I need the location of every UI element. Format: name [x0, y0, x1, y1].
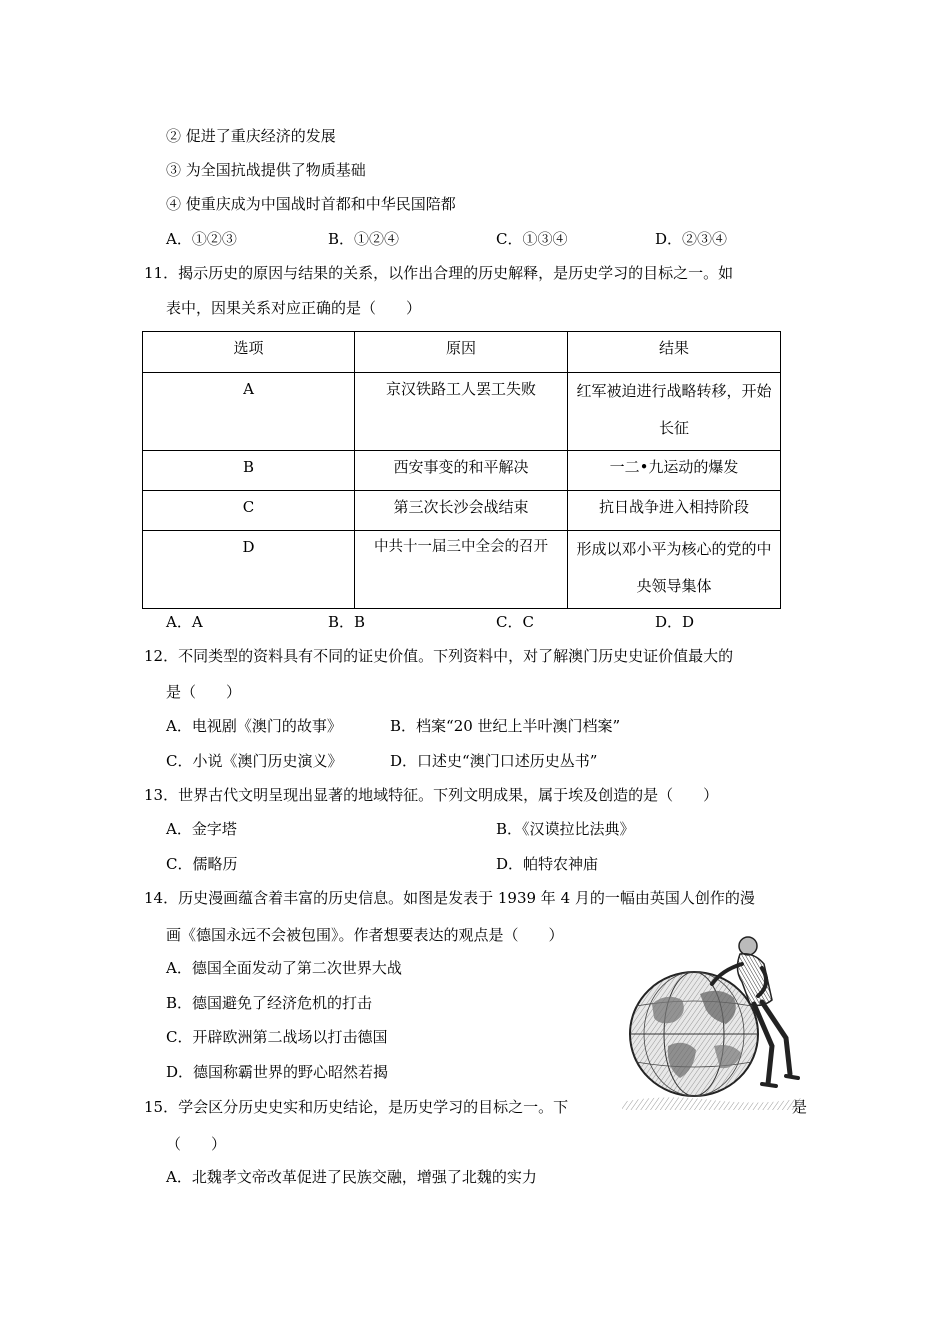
table-cell-option: D — [143, 531, 355, 609]
q12-option-b: B．档案“20 世纪上半叶澳门档案” — [390, 717, 621, 735]
q12-option-c: C．小说《澳门历史演义》 — [166, 752, 343, 770]
q12-stem-line2: 是（ ） — [166, 683, 242, 701]
q11-option-d: D．D — [655, 613, 695, 631]
table-cell-option: C — [143, 491, 355, 531]
q10-option-d: D．②③④ — [655, 230, 728, 248]
q10-item-4: ④ 使重庆成为中国战时首都和中华民国陪都 — [166, 195, 456, 213]
q13-option-d: D．帕特农神庙 — [496, 855, 599, 873]
q11-option-a: A．A — [166, 613, 203, 631]
q14-option-b: B．德国避免了经济危机的打击 — [166, 994, 373, 1012]
q13-option-b: B．《汉谟拉比法典》 — [496, 820, 635, 838]
q10-option-b: B．①②④ — [328, 230, 400, 248]
q11-option-c: C．C — [496, 613, 534, 631]
q14-stem-line1: 14．历史漫画蕴含着丰富的历史信息。如图是发表于 1939 年 4 月的一幅由英国人创作的漫 — [144, 889, 755, 907]
q14-stem-line2: 画《德国永远不会被包围》。作者想要表达的观点是（ ） — [166, 926, 564, 944]
table-header-result: 结果 — [568, 332, 781, 373]
q14-option-a: A．德国全面发动了第二次世界大战 — [166, 959, 402, 977]
q10-item-3: ③ 为全国抗战提供了物质基础 — [166, 161, 366, 179]
table-cell-option: A — [143, 373, 355, 451]
table-row — [143, 531, 781, 609]
table-cell-cause: 中共十一届三中全会的召开 — [355, 531, 568, 609]
cartoon-illustration — [622, 934, 802, 1110]
q11-stem-line1: 11．揭示历史的原因与结果的关系，以作出合理的历史解释，是历史学习的目标之一。如 — [144, 264, 734, 282]
q12-stem-line1: 12．不同类型的资料具有不同的证史价值。下列资料中，对了解澳门历史史证价值最大的 — [144, 647, 734, 665]
q13-stem: 13．世界古代文明呈现出显著的地域特征。下列文明成果，属于埃及创造的是（ ） — [144, 786, 719, 804]
q15-stem-line2: （ ） — [166, 1135, 227, 1153]
table-cell-result: 一二•九运动的爆发 — [568, 451, 781, 491]
table-cell-result: 抗日战争进入相持阶段 — [568, 491, 781, 531]
q15-option-a: A．北魏孝文帝改革促进了民族交融，增强了北魏的实力 — [166, 1168, 537, 1186]
q11-stem-line2: 表中，因果关系对应正确的是（ ） — [166, 299, 422, 317]
table-row — [143, 373, 781, 451]
table-row — [143, 451, 781, 491]
table-cell-option: B — [143, 451, 355, 491]
q10-option-c: C．①③④ — [496, 230, 568, 248]
q13-option-a: A．金字塔 — [166, 820, 237, 838]
table-header-option: 选项 — [143, 332, 355, 373]
table-cell-result: 红军被迫进行战略转移，开始长征 — [568, 373, 781, 451]
table-cell-cause: 第三次长沙会战结束 — [355, 491, 568, 531]
table-header-row — [143, 332, 781, 373]
table-header-cause: 原因 — [355, 332, 568, 373]
q15-stem-line1: 15．学会区分历史史实和历史结论，是历史学习的目标之一。下 — [144, 1098, 569, 1116]
q14-option-c: C．开辟欧洲第二战场以打击德国 — [166, 1028, 388, 1046]
q11-option-b: B．B — [328, 613, 366, 631]
q11-table — [142, 331, 781, 609]
table-cell-cause: 西安事变的和平解决 — [355, 451, 568, 491]
q14-option-d: D．德国称霸世界的野心昭然若揭 — [166, 1063, 389, 1081]
table-row — [143, 491, 781, 531]
q15-stem-line1-tail: 是 — [792, 1098, 808, 1116]
q10-item-2: ② 促进了重庆经济的发展 — [166, 127, 336, 145]
q12-option-d: D．口述史“澳门口述历史丛书” — [390, 752, 598, 770]
table-cell-cause: 京汉铁路工人罢工失败 — [355, 373, 568, 451]
q13-option-c: C．儒略历 — [166, 855, 238, 873]
q10-option-a: A．①②③ — [166, 230, 237, 248]
table-cell-result: 形成以邓小平为核心的党的中央领导集体 — [568, 531, 781, 609]
q12-option-a: A．电视剧《澳门的故事》 — [166, 717, 342, 735]
